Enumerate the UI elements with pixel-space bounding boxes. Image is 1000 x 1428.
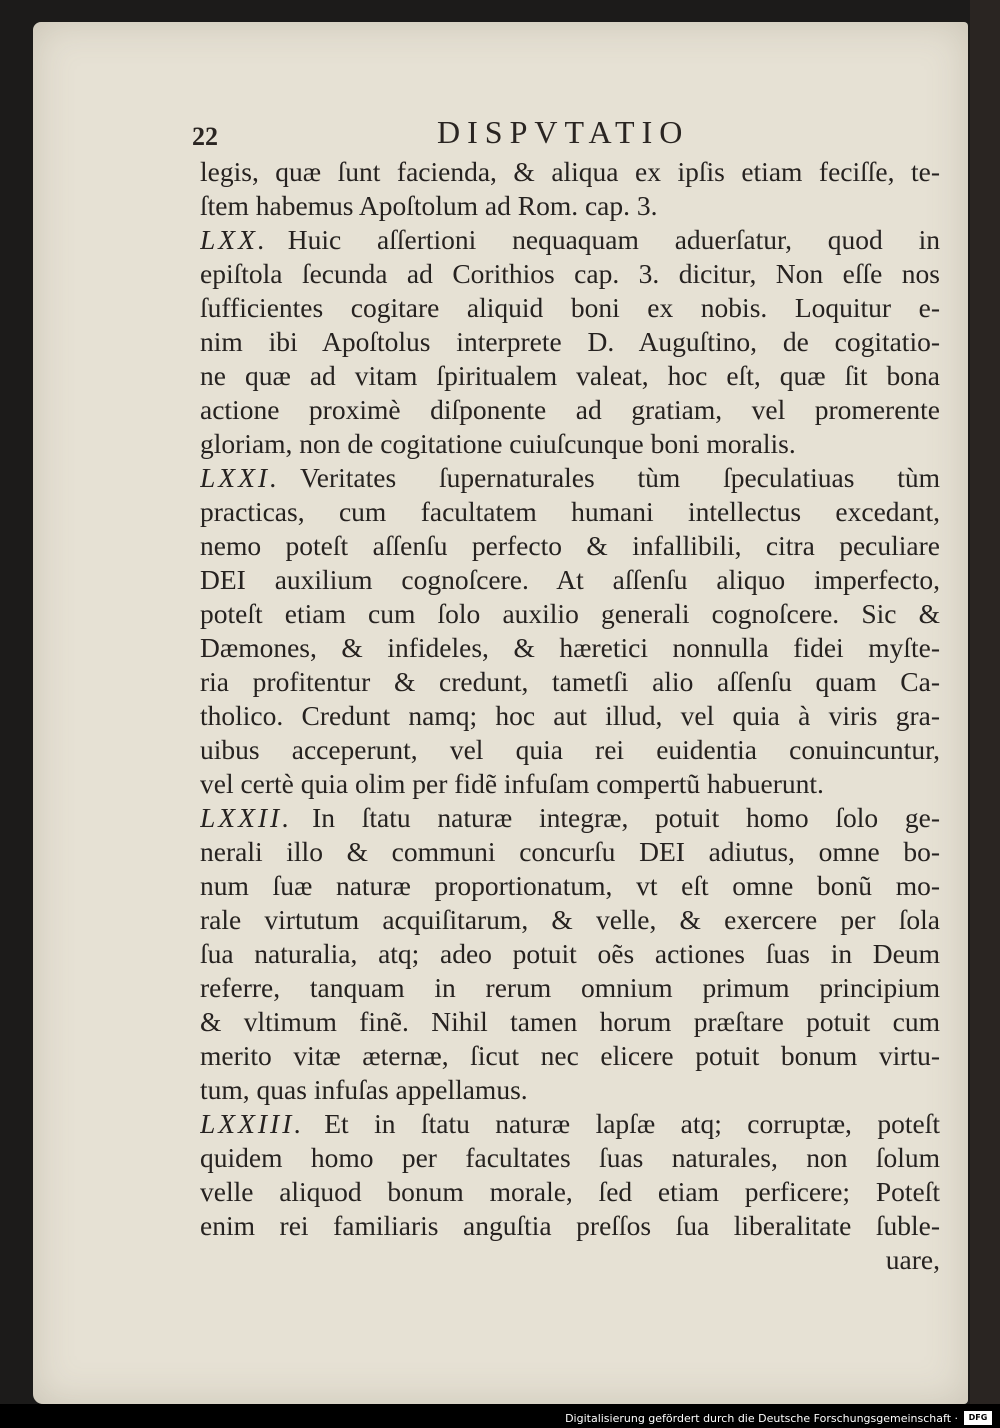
line-text: enim rei familiaris anguſtia preſſos ſua liberalitate ſuble-: [200, 1210, 940, 1241]
line-text: velle aliquod bonum morale, ſed etiam perficere; Poteſt: [200, 1176, 940, 1207]
text-line: [200, 1175, 940, 1209]
line-text: ſtem habemus Apoſtolum ad Rom. cap. 3.: [200, 190, 658, 221]
text-line: [200, 563, 940, 597]
thesis-number: LXXII.: [200, 802, 293, 833]
line-text: Dæmones, & infideles, & hæretici nonnulla fidei myſte-: [200, 632, 940, 663]
text-line: [200, 529, 940, 563]
line-text: ſua naturalia, atq; adeo potuit oẽs actiones ſuas in Deum: [200, 938, 940, 969]
text-line: [200, 257, 940, 291]
text-line: [200, 393, 940, 427]
line-text: Et in ſtatu naturæ lapſæ atq; corruptæ, poteſt: [324, 1108, 940, 1139]
text-line: [200, 699, 940, 733]
body-text: [200, 155, 940, 1277]
text-line: [200, 155, 940, 189]
line-text: tum, quas infuſas appellamus.: [200, 1074, 528, 1105]
text-line: [200, 971, 940, 1005]
text-line: [200, 495, 940, 529]
line-text: uibus acceperunt, vel quia rei euidentia conuincuntur,: [200, 734, 940, 765]
line-text: ne quæ ad vitam ſpiritualem valeat, hoc eſt, quæ ſit bona: [200, 360, 940, 391]
running-title: DISPVTATIO: [437, 114, 690, 150]
text-line: [200, 631, 940, 665]
book-spine: [970, 0, 1000, 1410]
text-line: [200, 461, 940, 495]
line-text: quidem homo per facultates ſuas naturales, non ſolum: [200, 1142, 940, 1173]
page-header: [192, 112, 932, 152]
page-number: 22: [192, 122, 218, 151]
text-line: [200, 1073, 940, 1107]
line-text: Veritates ſupernaturales tùm ſpeculatiuas tùm: [299, 462, 940, 493]
line-text: practicas, cum facultatem humani intellectus excedant,: [200, 496, 940, 527]
line-text: actione proximè diſponente ad gratiam, vel promerente: [200, 394, 940, 425]
text-line: [200, 767, 940, 801]
line-text: gloriam, non de cogitatione cuiuſcunque boni moralis.: [200, 428, 796, 459]
dfg-logo: DFG: [964, 1411, 992, 1425]
text-line: [200, 869, 940, 903]
text-line: [200, 325, 940, 359]
thesis-number: LXX.: [200, 224, 268, 255]
text-line: [200, 1005, 940, 1039]
line-text: referre, tanquam in rerum omnium primum principium: [200, 972, 940, 1003]
text-line: [200, 903, 940, 937]
line-text: vel certè quia olim per fidẽ infuſam compertũ habuerunt.: [200, 768, 824, 799]
line-text: Huic aſſertioni nequaquam aduerſatur, quod in: [287, 224, 940, 255]
line-text: num ſuæ naturæ proportionatum, vt eſt omne bonũ mo-: [200, 870, 940, 901]
line-text: epiſtola ſecunda ad Corithios cap. 3. dicitur, Non eſſe nos: [200, 258, 940, 289]
line-text: DEI auxilium cognoſcere. At aſſenſu aliquo imperfecto,: [200, 564, 940, 595]
text-line: [200, 801, 940, 835]
line-text: legis, quæ ſunt facienda, & aliqua ex ipſis etiam feciſſe, te-: [200, 156, 940, 187]
text-line: [200, 937, 940, 971]
line-text: nerali illo & communi concurſu DEI adiutus, omne bo-: [200, 836, 940, 867]
thesis-number: LXXIII.: [200, 1108, 305, 1139]
line-text: ſufficientes cogitare aliquid boni ex nobis. Loquitur e-: [200, 292, 940, 323]
text-line: [200, 291, 940, 325]
text-line: [200, 223, 940, 257]
text-line: [200, 359, 940, 393]
line-text: nim ibi Apoſtolus interprete D. Auguſtino, de cogitatio-: [200, 326, 940, 357]
text-line: [200, 665, 940, 699]
line-text: tholico. Credunt namq; hoc aut illud, vel quia à viris gra-: [200, 700, 940, 731]
footer-bar: [0, 1404, 1000, 1428]
text-line: [200, 1107, 940, 1141]
line-text: poteſt etiam cum ſolo auxilio generali cognoſcere. Sic &: [200, 598, 940, 629]
line-text: rale virtutum acquiſitarum, & velle, & exercere per ſola: [200, 904, 940, 935]
text-line: [200, 597, 940, 631]
catchword: uare,: [885, 1244, 940, 1275]
text-line: [200, 1141, 940, 1175]
text-line: [200, 427, 940, 461]
line-text: ria profitentur & credunt, tametſi alio aſſenſu quam Ca-: [200, 666, 940, 697]
text-line: [200, 1209, 940, 1243]
line-text: nemo poteſt aſſenſu perfecto & infallibili, citra peculiare: [200, 530, 940, 561]
line-text: merito vitæ æternæ, ſicut nec elicere potuit bonum virtu-: [200, 1040, 940, 1071]
text-line: [200, 733, 940, 767]
line-text: In ſtatu naturæ integræ, potuit homo ſolo ge-: [312, 802, 940, 833]
text-line: [200, 835, 940, 869]
text-line: [200, 1039, 940, 1073]
text-line: [200, 189, 940, 223]
thesis-number: LXXI.: [200, 462, 280, 493]
funding-notice: Digitalisierung gefördert durch die Deutsche Forschungsgemeinschaft ·: [565, 1412, 958, 1425]
line-text: & vltimum finẽ. Nihil tamen horum præſtare potuit cum: [200, 1006, 940, 1037]
